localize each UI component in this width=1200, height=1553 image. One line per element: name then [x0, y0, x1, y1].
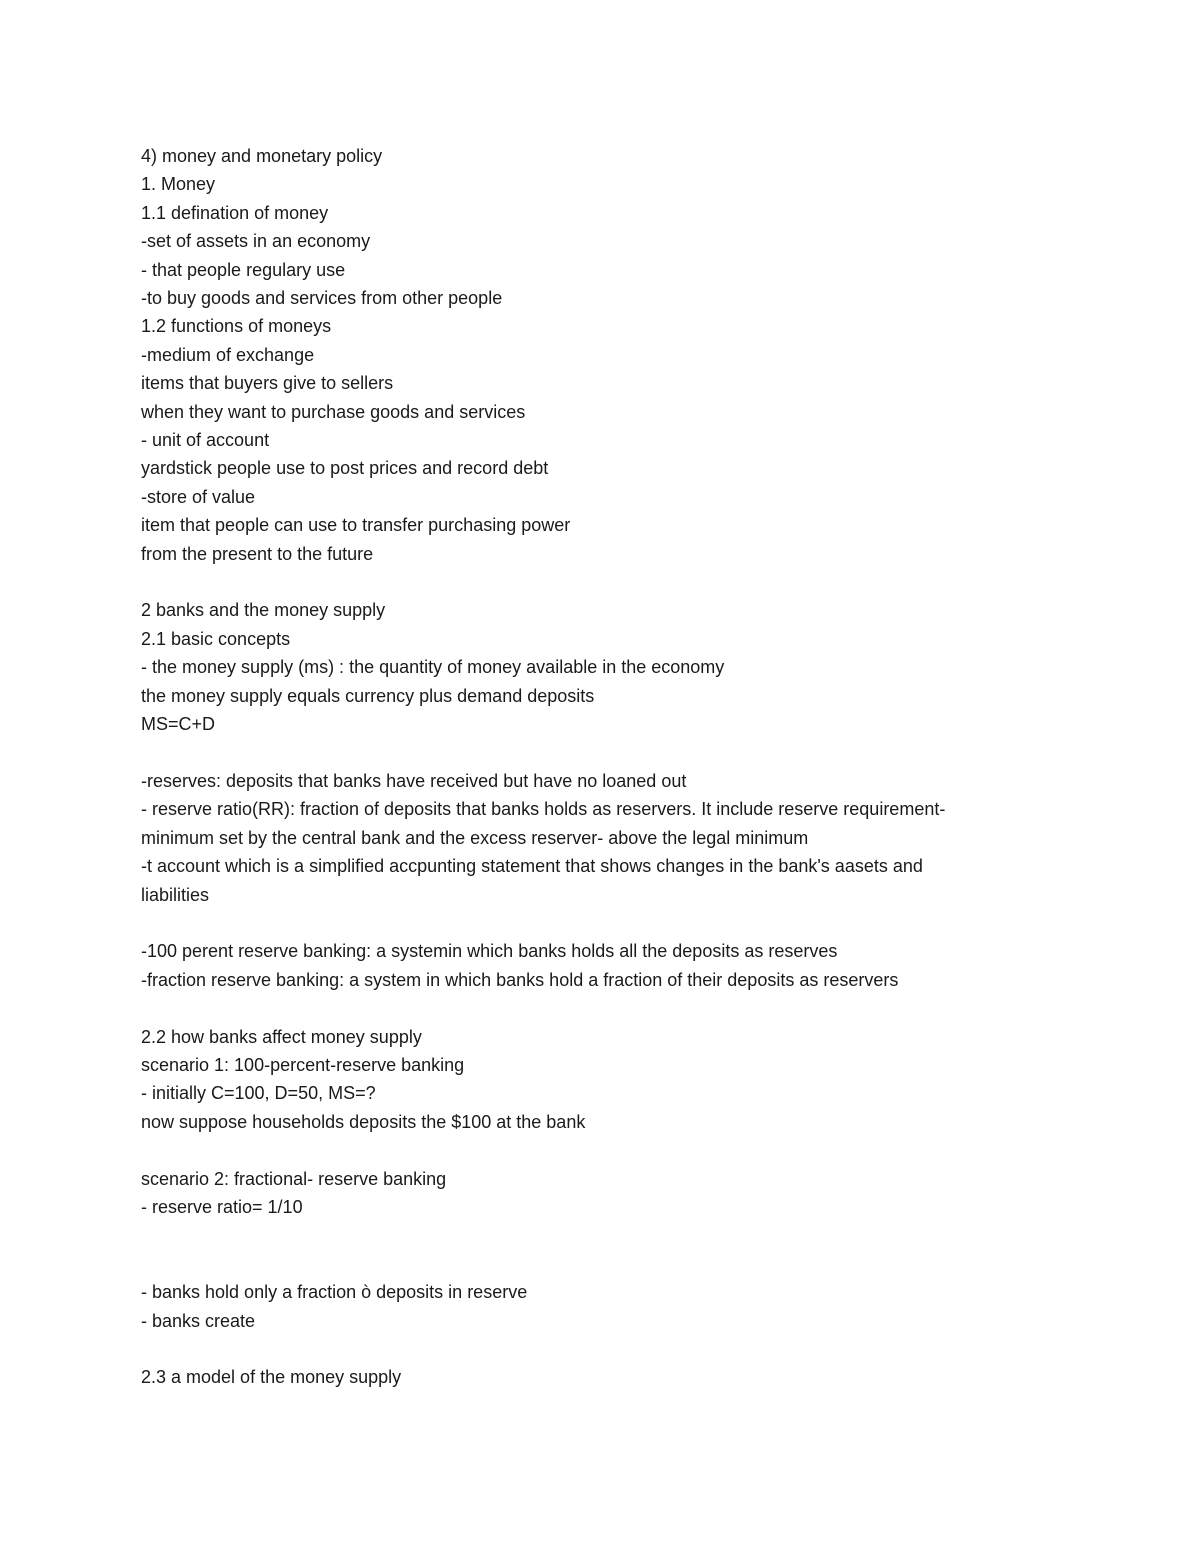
text-line: when they want to purchase goods and services — [141, 401, 526, 422]
blank-line — [141, 1136, 1041, 1164]
text-line: the money supply equals currency plus demand deposits — [141, 685, 595, 706]
text-line: - banks create — [141, 1310, 256, 1331]
subsection-model-of-money-supply: 2.3 a model of the money supply — [141, 1367, 402, 1388]
document-body — [141, 142, 1041, 1392]
text-line: -set of assets in an economy — [141, 231, 371, 252]
text-line: liabilities — [141, 884, 210, 905]
section-money: 1. Money — [141, 174, 216, 195]
text-line: -store of value — [141, 486, 256, 507]
text-line: - reserve ratio(RR): fraction of deposits that banks holds as reservers. It include reserve requirement- — [141, 799, 946, 820]
text-line: -100 perent reserve banking: a systemin which banks holds all the deposits as reserves — [141, 941, 838, 962]
subsection-definition-of-money: 1.1 defination of money — [141, 202, 329, 223]
text-line: now suppose households deposits the $100 at the bank — [141, 1111, 586, 1132]
text-line: - unit of account — [141, 430, 270, 451]
blank-line — [141, 994, 1041, 1022]
text-line: -reserves: deposits that banks have received but have no loaned out — [141, 770, 687, 791]
section-banks-and-money-supply: 2 banks and the money supply — [141, 600, 386, 621]
text-line: item that people can use to transfer purchasing power — [141, 515, 571, 536]
text-line: -to buy goods and services from other people — [141, 288, 503, 309]
text-line: - reserve ratio= 1/10 — [141, 1196, 303, 1217]
text-line: - the money supply (ms) : the quantity of money available in the economy — [141, 657, 725, 678]
text-line: scenario 1: 100-percent-reserve banking — [141, 1054, 465, 1075]
text-line: - initially C=100, D=50, MS=? — [141, 1083, 376, 1104]
subsection-functions-of-money: 1.2 functions of moneys — [141, 316, 332, 337]
blank-line — [141, 568, 1041, 596]
blank-line — [141, 739, 1041, 767]
text-line: yardstick people use to post prices and record debt — [141, 458, 549, 479]
text-line: -medium of exchange — [141, 344, 315, 365]
text-line: - banks hold only a fraction ò deposits in reserve — [141, 1282, 528, 1303]
text-line: -fraction reserve banking: a system in which banks hold a fraction of their deposits as reservers — [141, 969, 899, 990]
text-line: - that people regulary use — [141, 259, 346, 280]
text-line: minimum set by the central bank and the excess reserver- above the legal minimum — [141, 827, 809, 848]
subsection-how-banks-affect-money-supply: 2.2 how banks affect money supply — [141, 1026, 422, 1047]
text-line: -t account which is a simplified accpunting statement that shows changes in the bank's aasets and — [141, 856, 923, 877]
blank-line — [141, 1250, 1041, 1278]
text-line: items that buyers give to sellers — [141, 373, 394, 394]
text-line: from the present to the future — [141, 543, 374, 564]
blank-line — [141, 909, 1041, 937]
blank-line — [141, 1221, 1041, 1249]
subsection-basic-concepts: 2.1 basic concepts — [141, 628, 291, 649]
heading-money-and-monetary-policy: 4) money and monetary policy — [141, 146, 383, 166]
text-line: scenario 2: fractional- reserve banking — [141, 1168, 447, 1189]
formula-line: MS=C+D — [141, 714, 216, 735]
blank-line — [141, 1335, 1041, 1363]
